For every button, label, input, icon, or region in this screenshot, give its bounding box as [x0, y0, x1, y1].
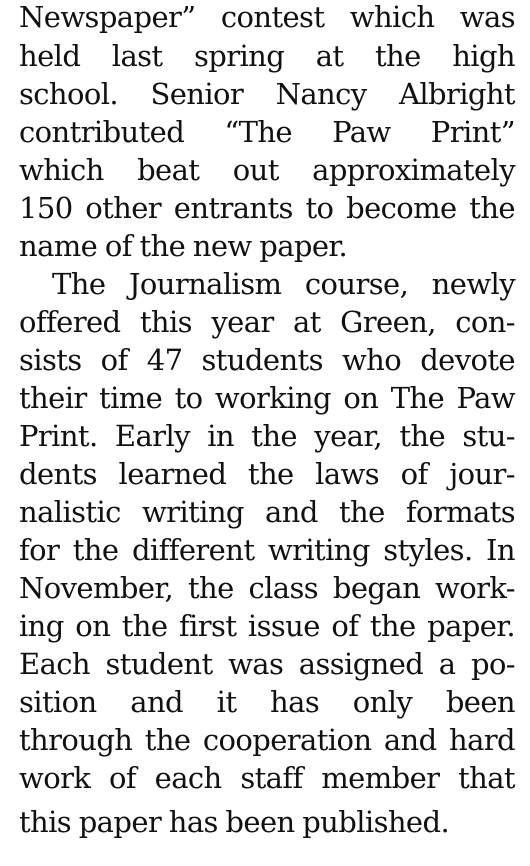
text-line: Each student was assigned a po-: [19, 647, 515, 681]
text-line: Newspaper” contest which was: [19, 0, 515, 34]
text-line: work of each staff member that: [19, 761, 515, 795]
text-line: held last spring at the high: [19, 39, 515, 73]
text-line: The Journalism course, newly: [52, 267, 515, 301]
text-line: ing on the first issue of the paper.: [19, 609, 515, 643]
text-line: sition and it has only been: [19, 685, 515, 719]
text-line: through the cooperation and hard: [19, 723, 515, 757]
text-line: dents learned the laws of jour-: [19, 457, 515, 491]
text-line: offered this year at Green, con-: [19, 305, 515, 339]
text-line: sists of 47 students who devote: [19, 343, 515, 377]
text-line: contributed “The Paw Print”: [19, 115, 515, 149]
text-line: which beat out approximately: [19, 153, 515, 187]
text-line: school. Senior Nancy Albright: [19, 77, 515, 111]
text-line: their time to working on The Paw: [19, 381, 515, 415]
text-line: 150 other entrants to become the: [19, 191, 515, 225]
text-line: this paper has been published.: [19, 805, 450, 839]
text-line: for the different writing styles. In: [19, 533, 515, 567]
text-line: name of the new paper.: [19, 229, 348, 263]
text-line: nalistic writing and the formats: [19, 495, 515, 529]
text-line: Print. Early in the year, the stu-: [19, 419, 515, 453]
text-line: November, the class began work-: [19, 571, 515, 605]
